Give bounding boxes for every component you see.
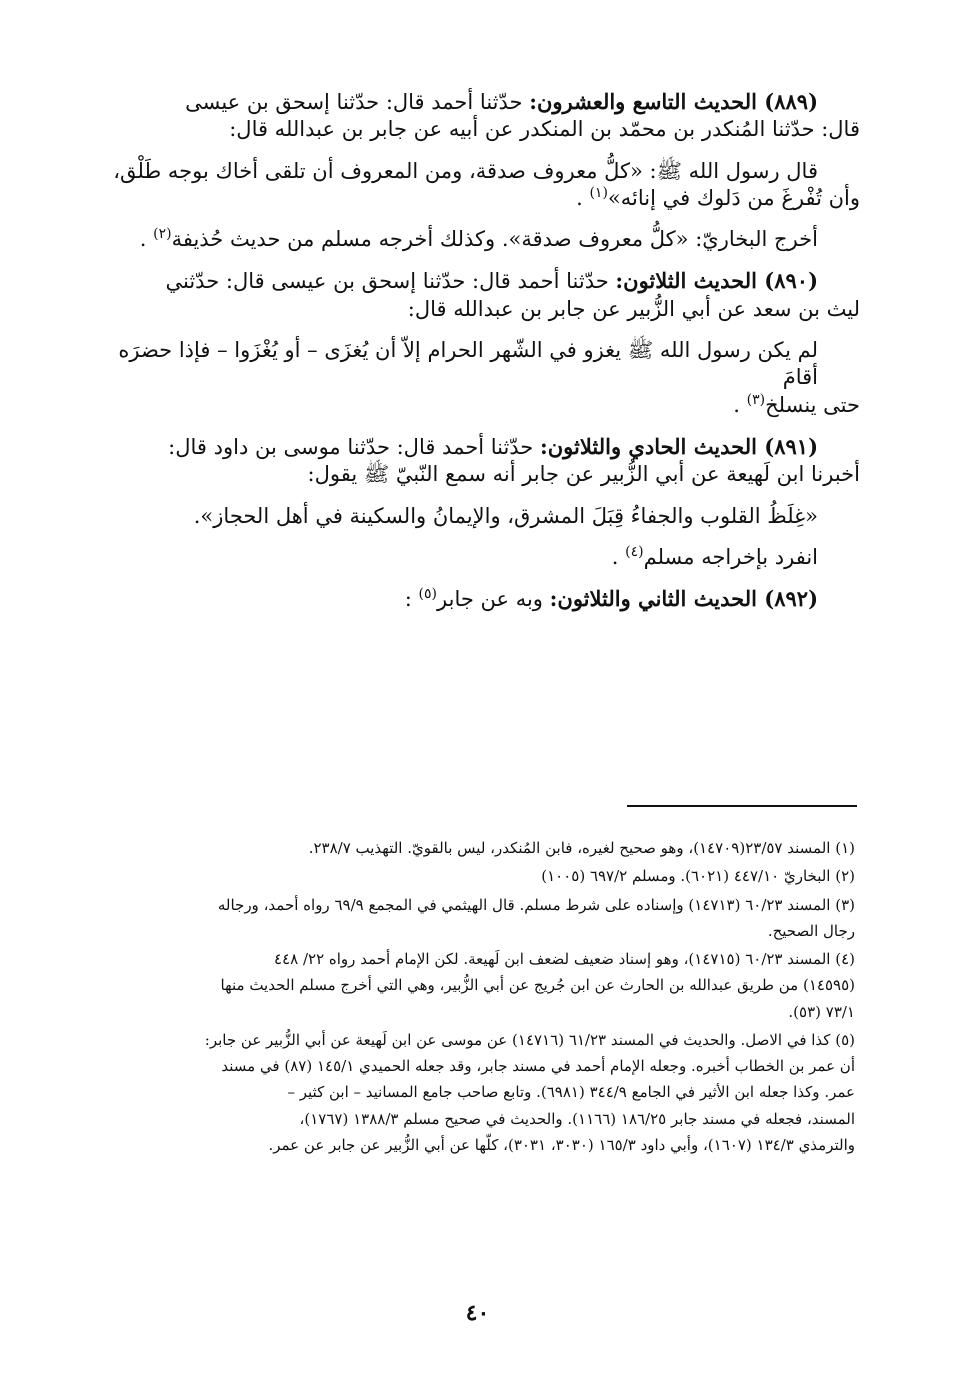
hadith-891-heading: (٨٩١) الحديث الحادي والثلاثون: [539, 433, 818, 459]
footnotes [95, 835, 855, 1160]
hadith-890-matn-2: حتى ينسلخ [765, 392, 860, 417]
hadith-889-takhrij: أخرج البخاريّ: «كلُّ معروف صدقة». وكذلك أخرجه مسلم من حديث حُذيفة [171, 227, 818, 252]
hadith-891-line-1 [90, 433, 860, 461]
footnote-3 [95, 892, 855, 945]
hadith-890-matn-2-end: . [733, 392, 740, 417]
footnote-5 [95, 1027, 855, 1158]
hadith-891-isnad-2: أخبرنا ابن لَهيعة عن أبي الزُّبير عن جابر أنه سمع النّبيّ ﷺ يقول: [307, 462, 860, 487]
hadith-890-isnad-1: حدّثنا أحمد قال: حدّثنا إسحق بن عيسى قال: حدّثني [165, 269, 609, 294]
hadith-889-isnad-1: حدّثنا أحمد قال: حدّثنا إسحق بن عيسى [185, 90, 523, 114]
footnote-5-line-4: المسند، فجعله في مسند جابر ١٨٦/٢٥ (١١٦٦). والحديث في صحيح مسلم ١٣٨٨/٣ (١٧٦٧)، [299, 1109, 855, 1128]
hadith-892-isnad-1: وبه عن جابر [437, 587, 543, 612]
footnote-4 [95, 946, 855, 1025]
hadith-891-takhrij-end: . [611, 544, 619, 569]
hadith-890-line-1 [90, 267, 860, 295]
hadith-889-matn [90, 158, 860, 213]
page-number: ٤٠ [465, 1300, 490, 1326]
footnote-4-line-2: (١٤٥٩٥) من طريق عبدالله بن الحارث عن ابن جُريج عن أبي الزُّبير، وهي التي أخرج مسلم الحديث منها [220, 976, 855, 995]
footnote-ref-4: (٤) [625, 543, 644, 560]
footnote-5-line-3: عمر. وكذا جعله ابن الأثير في الجامع ٣٤٤/٩ (٦٩٨١). وتابع صاحب جامع المسانيد – ابن كثير – [287, 1083, 855, 1102]
footnote-ref-5: (٥) [418, 586, 438, 603]
hadith-889-isnad-2: قال: حدّثنا المُنكدر بن محمّد بن المنكدر عن أبيه عن جابر بن عبدالله قال: [229, 117, 860, 142]
hadith-889-matn-2-line [90, 185, 860, 212]
hadith-889-takhrij-end: . [139, 227, 147, 252]
footnote-5-line-2: أن عمر بن الخطاب أخبره. وجعله الإمام أحمد في مسند جابر، وقد جعله الحميدي ١٤٥/١ (٨٧) في مسند [221, 1057, 855, 1075]
hadith-890-matn-1: لم يكن رسول الله ﷺ يغزو في الشّهر الحرام إلاّ أن يُغزَى – أو يُغْزَوا – فإذا حضرَه أقامَ [118, 338, 818, 390]
footnote-ref-1: (١) [589, 184, 608, 201]
hadith-891-isnad-1: حدّثنا أحمد قال: حدّثنا موسى بن داود قال: [168, 434, 534, 459]
hadith-889-matn-2-end: . [576, 185, 583, 210]
footnote-2: (٢) البخاريّ ٤٤٧/١٠ (٦٠٢١). ومسلم ٦٩٧/٢ (١٠٠٥) [541, 867, 855, 886]
hadith-892-isnad-end: : [404, 587, 412, 612]
main-text [90, 88, 860, 613]
footnote-4-line-3: ٧٣/١ (٥٣). [788, 1002, 855, 1021]
hadith-889-matn-1: قال رسول الله ﷺ: «كلُّ معروف صدقة، ومن المعروف أن تلقى أخاك بوجه طَلْق، [113, 158, 818, 183]
footnote-5-line-1: (٥) كذا في الاصل. والحديث في المسند ٦١/٢٣ (١٤٧١٦) عن موسى عن ابن لَهيعة عن أبي الزُّبير عن جابر: [204, 1030, 855, 1049]
hadith-889-takhrij-line [90, 226, 860, 253]
hadith-889-isnad [90, 88, 860, 144]
hadith-889-heading: (٨٨٩) الحديث التاسع والعشرون: [529, 89, 818, 114]
hadith-890-isnad-2: ليث بن سعد عن أبي الزُّبير عن جابر بن عبدالله قال: [407, 296, 860, 321]
hadith-890-heading: (٨٩٠) الحديث الثلاثون: [615, 268, 818, 294]
hadith-889-matn-2: وأن تُفْرغَ من دَلوك في إنائه» [607, 185, 860, 210]
hadith-890-isnad [90, 267, 860, 323]
hadith-892-line [90, 585, 860, 613]
hadith-891-takhrij: انفرد بإخراجه مسلم [643, 544, 818, 569]
hadith-891-takhrij-line [90, 544, 860, 571]
footnote-ref-2: (٢) [153, 226, 172, 243]
hadith-889-line-1 [90, 88, 860, 116]
footnote-ref-3: (٣) [746, 391, 766, 408]
footnote-4-line-1: (٤) المسند ٦٠/٢٣ (١٤٧١٥)، وهو إسناد ضعيف لضعف ابن لَهيعة. لكن الإمام أحمد رواه ٢٢/ ٤٤٨ [274, 950, 855, 968]
hadith-890-matn-2-line [90, 392, 860, 419]
footnote-5-line-5: والترمذي ١٣٤/٣ (١٦٠٧)، وأبي داود ١٦٥/٣ (٣٠٣٠، ٣٠٣١)، كلّها عن أبي الزُّبير عن جابر عن عمر. [268, 1135, 855, 1154]
footnote-1: (١) المسند ٢٣/٥٧(١٤٧٠٩)، وهو صحيح لغيره، فابن المُنكدر، ليس بالقويّ. التهذيب ٢٣٨/٧. [308, 839, 855, 857]
hadith-891-matn-1: «غِلَظُ القلوب والجفاءُ قِبَلَ المشرق، والإيمانُ والسكينة في أهل الحجاز». [193, 503, 818, 528]
footnote-3-line-1: (٣) المسند ٦٠/٢٣ (١٤٧١٣) وإسناده على شرط مسلم. قال الهيثمي في المجمع ٦٩/٩ رواه أحمد، ورجاله [217, 895, 855, 914]
hadith-891-isnad [90, 433, 860, 489]
footnote-3-line-2: رجال الصحيح. [767, 921, 855, 940]
hadith-890-matn [90, 337, 860, 419]
hadith-892-heading: (٨٩٢) الحديث الثاني والثلاثون: [549, 586, 818, 612]
footnote-separator [627, 805, 857, 807]
